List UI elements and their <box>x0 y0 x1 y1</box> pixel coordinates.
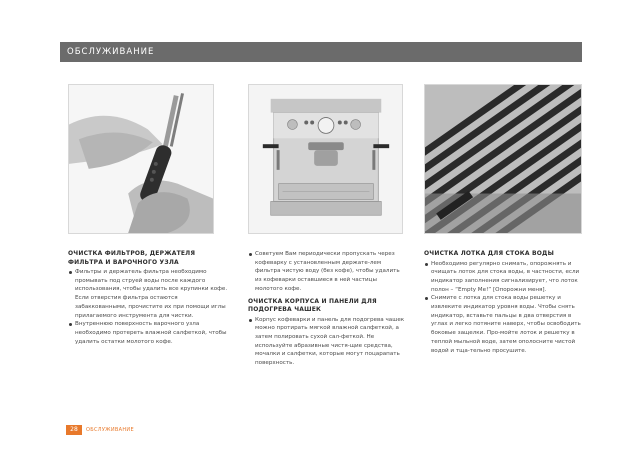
heading-filter-cleaning: ОЧИСТКА ФИЛЬТРОВ, ДЕРЖАТЕЛЯ ФИЛЬТРА И ВАРОЧНОГО УЗЛА <box>68 250 196 266</box>
section-header-bar <box>60 42 582 62</box>
page-footer <box>66 425 134 435</box>
page-number: 28 <box>66 425 82 435</box>
photo-filter-cleaning <box>68 84 214 234</box>
section-title: ОБСЛУЖИВАНИЕ <box>67 47 155 57</box>
bullet-item: Снимите с лотка для стока воды решетку и извлеките индикатор уровня воды. Чтобы снять индикатор, вставьте пальцы в два отверстия в углах и легко потяните наверх, чтобы освободить боковые защелки. Про-мойте лоток и решетку в теплой мыльной воде, затем ополосните чистой водой и тща-тельно просушите. <box>424 294 582 355</box>
bullet-item: Корпус кофеварки и панель для подогрева чашек можно протирать мягкой влажной салфеткой, а затем полировать сухой сал-феткой. Не используйте абразивные чистя-щие средства, мочалки и салфетки, которые могут поцарапать поверхность. <box>248 316 406 368</box>
footer-section-label: ОБСЛУЖИВАНИЕ <box>86 427 134 433</box>
bullet-item: Необходимо регулярно снимать, опорожнять и очищать лоток для стока воды, в частности, если индикатор заполнения сигнализирует, что лоток полон – “Empty Me!” [Опорожни меня]. <box>424 260 582 295</box>
photo-drip-tray <box>424 84 582 234</box>
heading-drip-tray: ОЧИСТКА ЛОТКА ДЛЯ СТОКА ВОДЫ <box>424 250 555 257</box>
heading-body-cleaning: ОЧИСТКА КОРПУСА И ПАНЕЛИ ДЛЯ ПОДОГРЕВА ЧАШЕК <box>248 297 377 314</box>
column-body-cleaning <box>248 250 406 368</box>
bullet-item: Внутреннюю поверхность варочного узла необходимо протереть влажной салфеткой, чтобы удалить остатки молотого кофе. <box>68 320 228 346</box>
column-filter-cleaning <box>68 250 228 346</box>
bullet-item: Советуем Вам периодически пропускать через кофеварку с установленным держате-лем фильтра чистую воду (без кофе), чтобы удалить из кофеварки оставшиеся в ней частицы молотого кофе. <box>248 250 406 294</box>
photo-espresso-machine <box>248 84 403 234</box>
bullet-item: Фильтры и держатель фильтра необходимо промывать под струей воды после каждого использования, чтобы удалить все крупинки кофе. Если отверстия фильтра остаются забаккованными, прочистите их при помощи иглы прилагаемого инструмента для чистки. <box>68 268 228 320</box>
column-drip-tray-cleaning <box>424 250 582 355</box>
